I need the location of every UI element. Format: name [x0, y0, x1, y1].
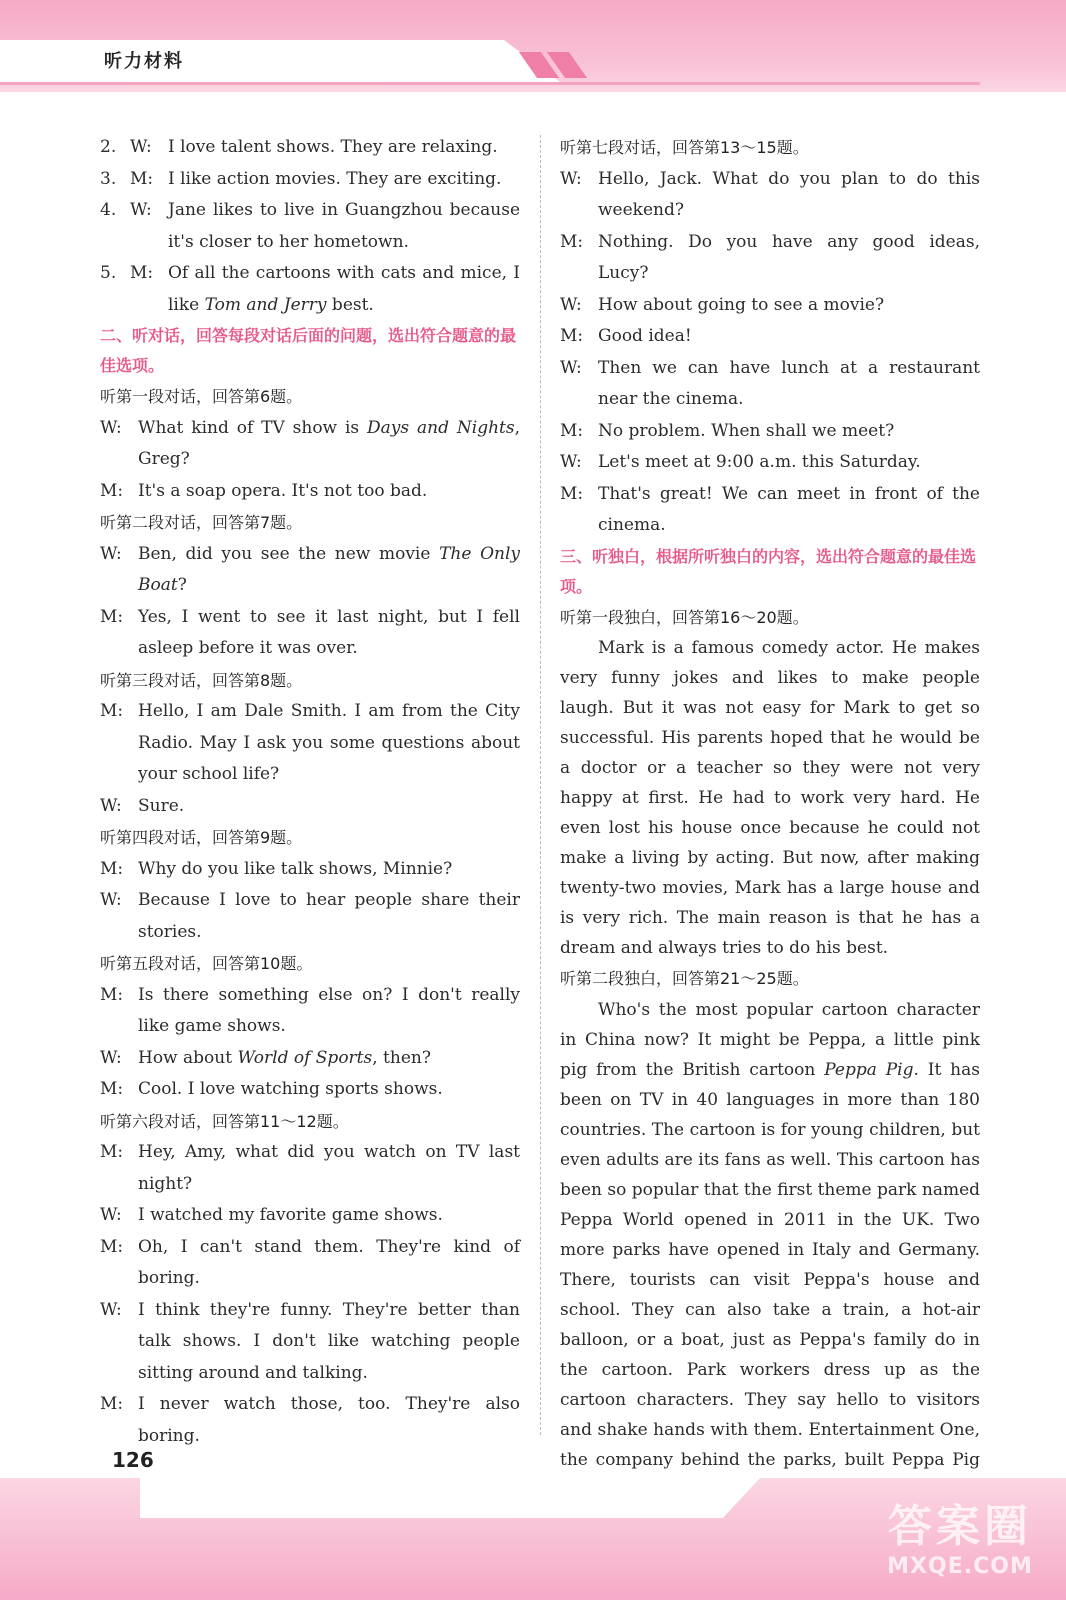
dialogue-7-heading: 听第七段对话，回答第13～15题。: [560, 138, 809, 157]
monologue-1-heading: 听第一段独白，回答第16～20题。: [560, 607, 809, 627]
dialogue-line: M: Hey, Amy, what did you watch on TV last night?: [100, 1142, 520, 1194]
item-2: 2. W: I love talent shows. They are relaxing.: [100, 137, 498, 157]
item-4: 4. W: Jane likes to live in Guangzhou because it's closer to her hometown.: [100, 200, 520, 252]
item-3: 3. M: I like action movies. They are exciting.: [100, 168, 502, 189]
dialogue-line: W: Ben, did you see the new movie The Only Boat?: [100, 543, 520, 595]
dialogue-line: M: Yes, I went to see it last night, but I fell asleep before it was over.: [100, 606, 520, 658]
left-column: [100, 132, 520, 1452]
dialogue-line: W: How about World of Sports, then?: [100, 1047, 431, 1068]
dialogue-line: W: Then we can have lunch at a restaurant near the cinema.: [560, 357, 980, 409]
dialogue-3-heading: 听第三段对话，回答第8题。: [100, 670, 303, 690]
dialogue-line: M: Hello, I am Dale Smith. I am from the City Radio. May I ask you some questions about your school life?: [100, 701, 520, 784]
monologue-1-text: Mark is a famous comedy actor. He makes very funny jokes and likes to make people laugh. But it was not easy for Mark to get so successful. His parents hoped that he would be a doctor or a teacher so they were not very happy at first. He had to work very hard. He even lost his house once because he could not make a living by acting. But now, after making twenty-two movies, Mark has a large house and is very rich. The main reason is that he has a dream and always tries to do his best.: [560, 638, 980, 958]
dialogue-line: W: I watched my favorite game shows.: [100, 1205, 443, 1225]
watermark-logo-text: 答案圈: [888, 1501, 1032, 1552]
monologue-2-heading: 听第二段独白，回答第21～25题。: [560, 969, 809, 988]
dialogue-4-heading: 听第四段对话，回答第9题。: [100, 828, 303, 847]
dialogue-line: W: Sure.: [100, 795, 185, 816]
dialogue-line: W: Hello, Jack. What do you plan to do this weekend?: [560, 168, 980, 220]
page-header-title: 听力材料: [104, 51, 184, 72]
dialogue-line: M: No problem. When shall we meet?: [560, 420, 895, 441]
dialogue-5-heading: 听第五段对话，回答第10题。: [100, 954, 313, 973]
header-tab: [0, 40, 560, 82]
section-2-heading: 二、听对话，回答每段对话后面的问题，选出符合题意的最佳选项。: [100, 326, 517, 375]
dialogue-line: W: What kind of TV show is Days and Nights, Greg?: [100, 417, 520, 469]
section-3-heading: 三、听独白，根据所听独白的内容，选出符合题意的最佳选项。: [560, 546, 977, 596]
dialogue-line: M: Good idea!: [560, 326, 692, 346]
header-line: [0, 82, 980, 85]
column-divider: [540, 135, 541, 1435]
dialogue-1-heading: 听第一段对话，回答第6题。: [100, 387, 303, 406]
dialogue-line: W: Let's meet at 9:00 a.m. this Saturday.: [560, 452, 921, 472]
watermark: [870, 1490, 1050, 1579]
dialogue-2-heading: 听第二段对话，回答第7题。: [100, 513, 303, 532]
dialogue-6-heading: 听第六段对话，回答第11～12题。: [100, 1111, 349, 1131]
dialogue-line: M: Cool. I love watching sports shows.: [100, 1079, 443, 1099]
footer-tab: [140, 1478, 760, 1518]
dialogue-line: M: Oh, I can't stand them. They're kind of boring.: [100, 1236, 520, 1288]
dialogue-line: M: Nothing. Do you have any good ideas, Lucy?: [560, 231, 980, 283]
dialogue-line: W: I think they're funny. They're better than talk shows. I don't like watching people sitting around and talking.: [100, 1299, 520, 1383]
dialogue-line: M: Is there something else on? I don't really like game shows.: [100, 984, 520, 1036]
monologue-2-text: Who's the most popular cartoon character in China now? It might be Peppa, a little pink pig from the British cartoon Peppa Pig. It has been on TV in 40 languages in more than 180 countries. The cartoon is for young children, but even adults are its fans as well. This cartoon has been so popular that the first theme park named Peppa World opened in 2011 in the UK. Two more parks have opened in Italy and Germany. There, tourists can visit Peppa's house and school. They can also take a train, a hot-air balloon, or a boat, just as Peppa's family do in the cartoon. Park workers dress up as the cartoon characters. They say hello to visitors and shake hands with them. Entertainment One, the company behind the parks, built Peppa Pig: [560, 999, 981, 1470]
dialogue-line: M: Why do you like talk shows, Minnie?: [100, 858, 453, 879]
dialogue-line: M: That's great! We can meet in front of the cinema.: [560, 483, 980, 535]
dialogue-line: M: I never watch those, too. They're also boring.: [100, 1394, 520, 1446]
watermark-url: MXQE.COM: [887, 1554, 1033, 1579]
dialogue-line: W: Because I love to hear people share their stories.: [100, 890, 520, 942]
dialogue-line: W: How about going to see a movie?: [560, 294, 885, 315]
page-number: 126: [112, 1448, 154, 1472]
right-column: [560, 132, 980, 1535]
dialogue-line: M: It's a soap opera. It's not too bad.: [100, 480, 428, 501]
item-5: 5. M: Of all the cartoons with cats and mice, I like Tom and Jerry best.: [100, 263, 520, 315]
